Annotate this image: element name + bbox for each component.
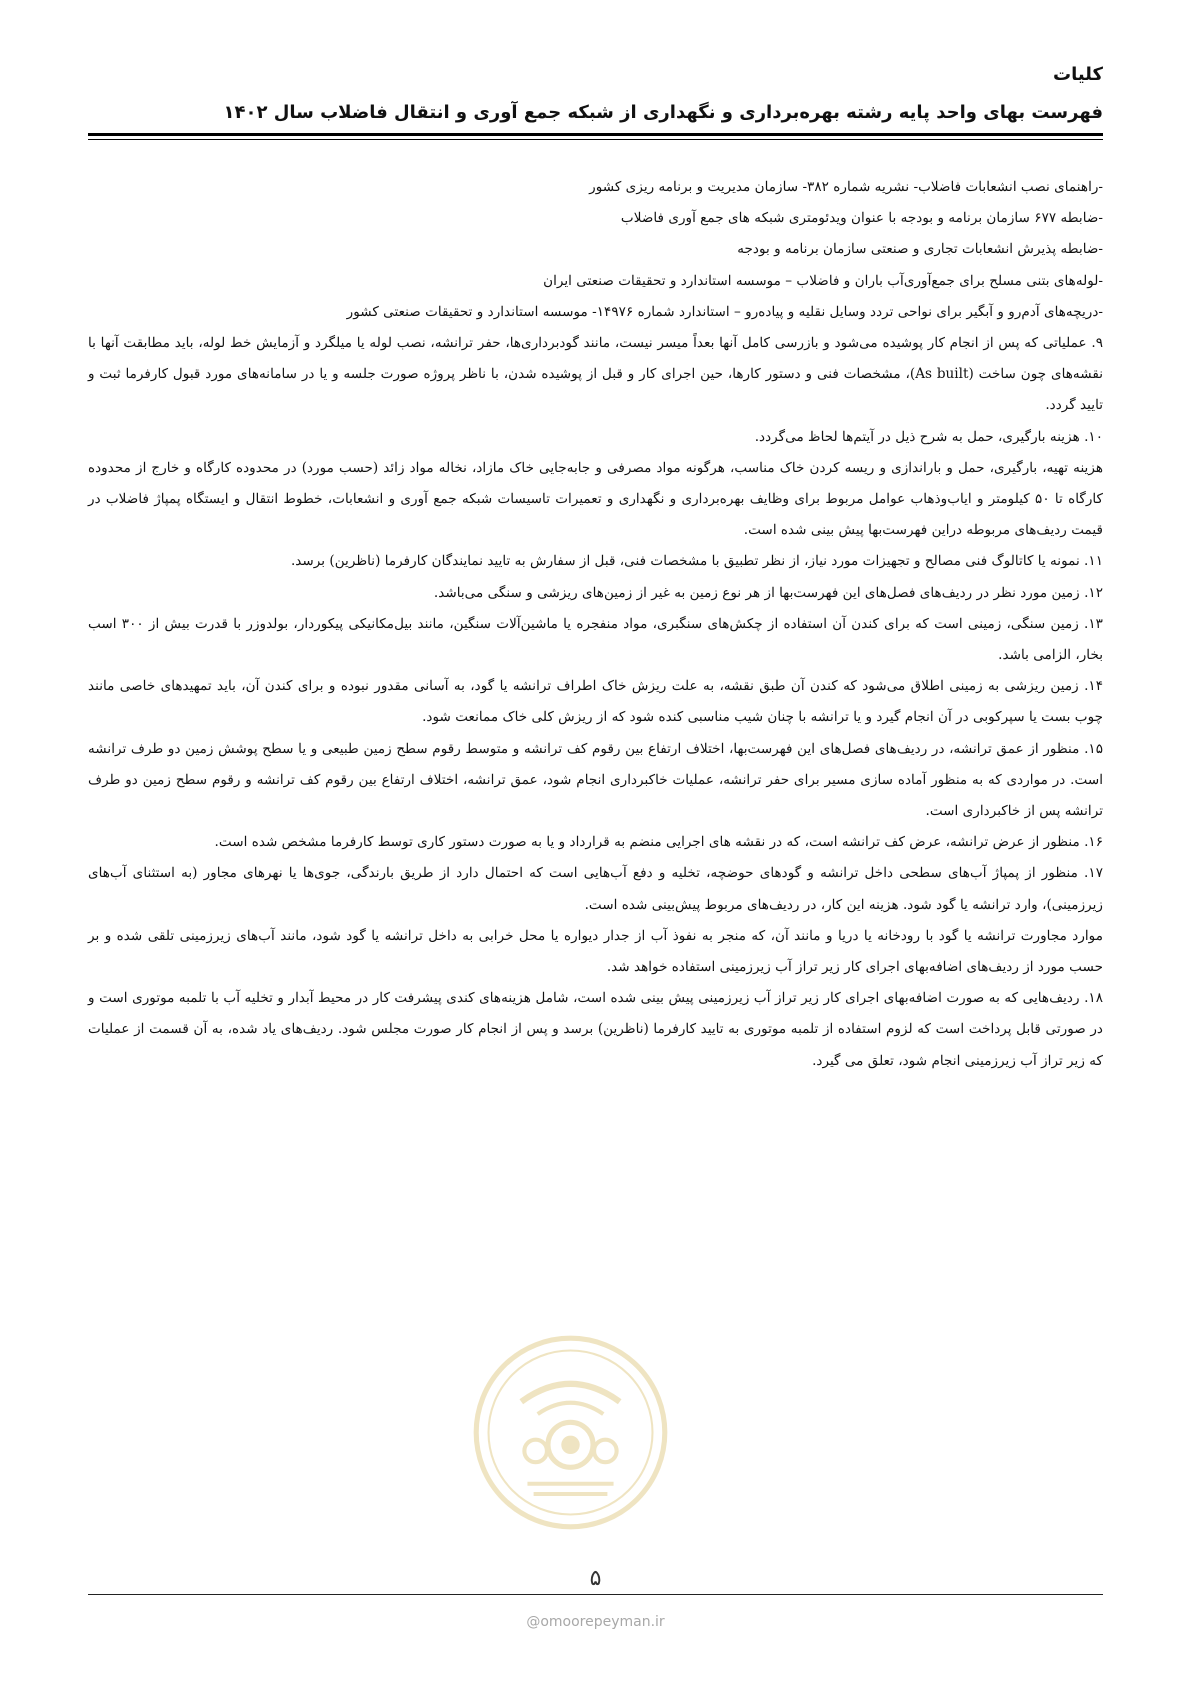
paragraph-item-17-detail: موارد مجاورت ترانشه یا گود با رودخانه یا دریا و مانند آن، که منجر به نفوذ آب از جدار دیواره یا محل خرابی به داخل ترانشه یا گود شود، مانند آب‌های زیرزمینی تلقی شده و بر حسب مورد از ردیف‌های اضافه‌بهای اجرای کار زیر تراز آب زیرزمینی استفاده خواهد شد. [88, 927, 1103, 976]
paragraph-item-14: ۱۴. زمین ریزشی به زمینی اطلاق می‌شود که کندن آن طبق نقشه، به علت ریزش خاک اطراف ترانشه یا گود، به آسانی مقدور نبوده و برای کندن آن، باید تمهیدهای خاصی مانند چوب بست یا سپرکوبی در آن انجام گیرد و یا ترانشه با چنان شیب مناسبی کنده شود که از ریزش کلی خاک ممانعت شود. [88, 678, 1103, 726]
paragraph-item-9: ۹. عملیاتی که پس از انجام کار پوشیده می‌شود و بازرسی کامل آنها بعداً میسر نیست، مانند گودبرداری‌ها، حفر ترانشه، نصب لوله یا میلگرد و آزمایش خط لوله، باید مطابقت آنها با نقشه‌های چون ساخت (As built)، مشخصات فنی و دستور کارها، حین اجرای کار و قبل از پوشیده شدن، با ناظر پروژه صورت جلسه و یا در سامانه‌های مورد قبول کارفرما ثبت و تایید گردد. [88, 335, 1104, 414]
header-rule-thin [88, 139, 1103, 140]
reference-item: -لوله‌های بتنی مسلح برای جمع‌آوری‌آب باران و فاضلاب – موسسه استاندارد و تحقیقات صنعتی ایران [543, 272, 1103, 289]
paragraph-item-12: ۱۲. زمین مورد نظر در ردیف‌های فصل‌های این فهرست‌بها از هر نوع زمین به غیر از زمین‌های ریزشی و سنگی می‌باشد. [433, 584, 1103, 601]
header-rule-thick [88, 133, 1103, 136]
document-title: فهرست بهای واحد پایه رشته بهره‌برداری و نگهداری از شبکه جمع آوری و انتقال فاضلاب سال ۱۴۰۲ [223, 102, 1103, 123]
paragraph-item-10: ۱۰. هزینه بارگیری، حمل به شرح ذیل در آیتم‌ها لحاظ می‌گردد. [754, 428, 1103, 445]
page-number: ۵ [589, 1566, 602, 1591]
paragraph-item-13: ۱۳. زمین سنگی، زمینی است که برای کندن آن استفاده از چکش‌های سنگبری، مواد منفجره یا ماشین‌آلات سنگین، مانند بیل‌مکانیکی پیکوردار، بولدوزر با قدرت بیش از ۳۰۰ اسب بخار، الزامی باشد. [88, 615, 1103, 664]
reference-item: -ضابطه پذیرش انشعابات تجاری و صنعتی سازمان برنامه و بودجه [737, 241, 1103, 258]
reference-item: -دریچه‌های آدم‌رو و آبگیر برای نواحی تردد وسایل نقلیه و پیاده‌رو – استاندارد شماره ۱۴۹۷۶- موسسه استاندارد و تحقیقات صنعتی کشور [346, 303, 1103, 320]
website-watermark: @omoorepeyman.ir [526, 1614, 665, 1630]
paragraph-item-15: ۱۵. منظور از عمق ترانشه، در ردیف‌های فصل‌های این فهرست‌بها، اختلاف ارتفاع بین رقوم کف ترانشه و متوسط رقوم سطح زمین طبیعی و یا سطح پوشش زمین دو طرف ترانشه است. در مواردی که به منظور آماده سازی مسیر برای حفر ترانشه، عملیات خاکبرداری انجام شود، عمق ترانشه، اختلاف ارتفاع بین رقوم کف ترانشه و رقوم سطح زمین دو طرف ترانشه پس از خاکبرداری است. [88, 740, 1103, 820]
paragraph-item-18: ۱۸. ردیف‌هایی که به صورت اضافه‌بهای اجرای کار زیر تراز آب زیرزمینی پیش بینی شده است، شامل هزینه‌های کندی پیشرفت کار در محیط آبدار و تخلیه آب با تلمبه موتوری است و در صورتی قابل پرداخت است که لزوم استفاده از تلمبه موتوری به تایید کارفرما (ناظرین) برسد و پس از انجام کار صورت مجلس شود. ردیف‌های یاد شده، به آن قسمت از عملیات که زیر تراز آب زیرزمینی انجام شود، تعلق می گیرد. [88, 990, 1103, 1069]
paragraph-item-17: ۱۷. منظور از پمپاژ آب‌های سطحی داخل ترانشه و گودهای حوضچه، تخلیه و دفع آب‌هایی است که احتمال دارد از طریق بارندگی، جوی‌ها یا نهرهای مجاور (به استثنای آب‌های زیرزمینی)، وارد ترانشه یا گود شود. هزینه این کار، در ردیف‌های مربوط پیش‌بینی شده است. [88, 865, 1103, 913]
paragraph-item-11: ۱۱. نمونه یا کاتالوگ فنی مصالح و تجهیزات مورد نیاز، از نظر تطبیق با مشخصات فنی، قبل از سفارش به تایید نمایندگان کارفرما (ناظرین) برسد. [290, 553, 1103, 570]
seal-watermark-icon [468, 1330, 673, 1535]
paragraph-item-10-detail: هزینه تهیه، بارگیری، حمل و باراندازی و ریسه کردن خاک مناسب، هرگونه مواد مصرفی و جابه‌جایی خاک مازاد، نخاله مواد زائد (حسب مورد) در محدوده کارگاه و خارج از محدوده کارگاه تا ۵۰ کیلومتر و ایاب‌وذهاب عوامل مربوط برای وظایف بهره‌برداری و نگهداری و تعمیرات تاسیسات شبکه جمع آوری و انشعابات، خطوط انتقال و ایستگاه پمپاژ فاضلاب در قیمت ردیف‌های مربوطه دراین فهرست‌بها پیش بینی شده است. [88, 459, 1103, 539]
reference-item: -راهنمای نصب انشعابات فاضلاب- نشریه شماره ۳۸۲- سازمان مدیریت و برنامه ریزی کشور [589, 179, 1103, 195]
paragraph-item-16: ۱۶. منظور از عرض ترانشه، عرض کف ترانشه است، که در نقشه های اجرایی منضم به قرارداد و یا به صورت دستور کاری توسط کارفرما مشخص شده است. [214, 834, 1103, 851]
chapter-heading: کلیات [1052, 64, 1103, 85]
footer-rule [88, 1594, 1103, 1595]
document-body [88, 172, 1103, 1077]
reference-item: -ضابطه ۶۷۷ سازمان برنامه و بودجه با عنوان ویدئومتری شبکه های جمع آوری فاضلاب [620, 210, 1103, 227]
